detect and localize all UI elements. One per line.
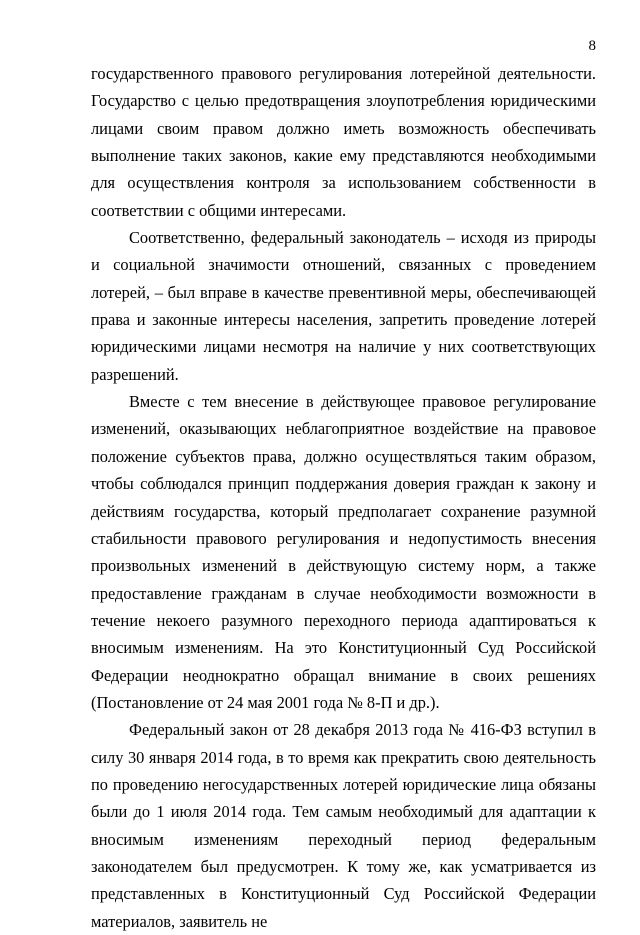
paragraph: Вместе с тем внесение в действующее правовое регулирование изменений, оказывающих неблагоприятное воздействие на правовое положение субъектов права, должно осуществляться таким образом, чтобы соблюдался принцип поддержания доверия граждан к закону и действиям государства, который предполагает сохранение разумной стабильности правового регулирования и недопустимость внесения произвольных изменений в действующую систему норм, а также предоставление гражданам в случае необходимости возможности в течение некоего разумного переходного периода адаптироваться к вносимым изменениям. На это Конституционный Суд Российской Федерации неоднократно обращал внимание в своих решениях (Постановление от 24 мая 2001 года № 8-П и др.). — [91, 392, 596, 712]
paragraph: Федеральный закон от 28 декабря 2013 года № 416-ФЗ вступил в силу 30 января 2014 года, в то время как прекратить свою деятельность по проведению негосударственных лотерей юридические лица обязаны были до 1 июля 2014 года. Тем самым необходимый для адаптации к вносимым изменениям переходный период федеральным законодателем был предусмотрен. К тому же, как усматривается из представленных в Конституционный Суд Российской Федерации материалов, заявитель не — [91, 720, 596, 931]
page-number: 8 — [588, 38, 596, 54]
document-body — [91, 60, 596, 935]
paragraph: Соответственно, федеральный законодатель – исходя из природы и социальной значимости отношений, связанных с проведением лотерей, – был вправе в качестве превентивной меры, обеспечивающей права и законные интересы населения, запретить проведение лотерей юридическими лицами несмотря на наличие у них соответствующих разрешений. — [91, 228, 596, 384]
paragraph-continuation: государственного правового регулирования лотерейной деятельности. Государство с целью предотвращения злоупотребления юридическими лицами своим правом должно иметь возможность обеспечивать выполнение таких законов, какие ему представляются необходимыми для осуществления контроля за использованием собственности в соответствии с общими интересами. — [91, 64, 596, 220]
